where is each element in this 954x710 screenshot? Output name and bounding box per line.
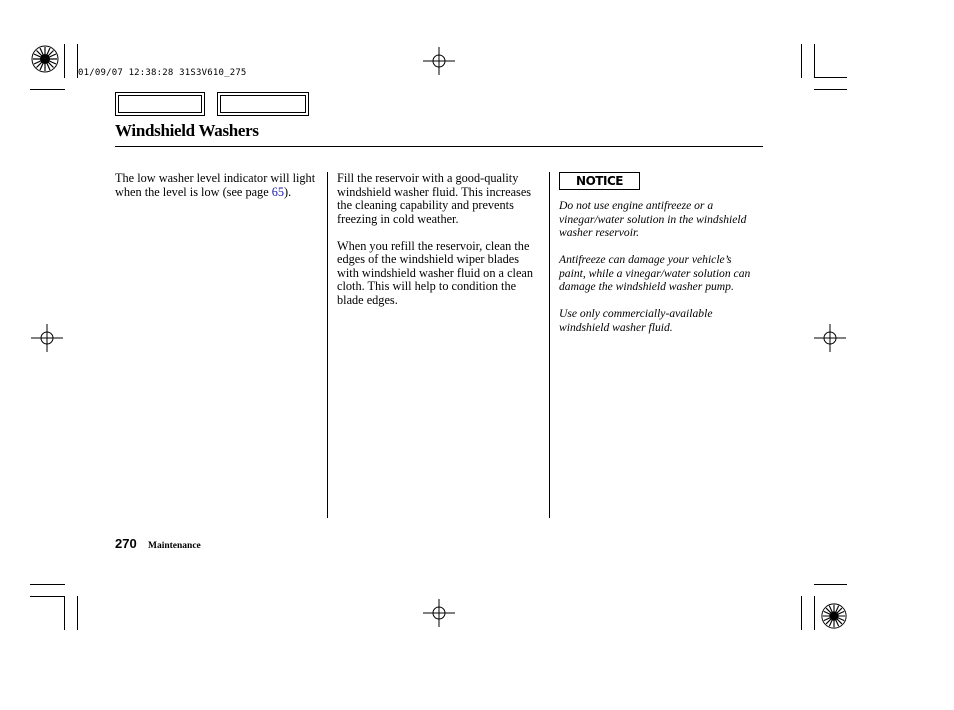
right-column: [559, 199, 759, 348]
page-title: Windshield Washers: [115, 121, 259, 140]
middle-column: [337, 172, 542, 321]
column-divider: [327, 172, 328, 518]
sunburst-icon: [30, 44, 60, 74]
crop-mark: [801, 596, 802, 630]
crosshair-icon: [423, 47, 455, 75]
page-link[interactable]: 65: [271, 184, 285, 199]
crop-mark: [814, 44, 815, 78]
notice-paragraph: Do not use engine antifreeze or a vinegar/water solution in the windshield washer reservoir.: [559, 199, 747, 239]
section-name: Maintenance: [148, 541, 201, 551]
notice-paragraph: Use only commercially-available windshield washer fluid.: [559, 307, 713, 334]
refill-paragraph: When you refill the reservoir, clean the edges of the windshield wiper blades with windshield washer fluid on a clean cloth. This will help to condition the blade edges.: [337, 238, 534, 307]
notice-paragraph: Antifreeze can damage your vehicle’s paint, while a vinegar/water solution can damage the windshield washer pump.: [559, 253, 751, 293]
crop-mark: [814, 77, 847, 78]
crosshair-icon: [423, 599, 455, 627]
fill-paragraph: Fill the reservoir with a good-quality windshield washer fluid. This increases the cleaning capability and prevents freezing in cold weather.: [337, 171, 532, 226]
crop-mark: [64, 596, 65, 630]
crosshair-icon: [31, 324, 63, 352]
crosshair-icon: [814, 324, 846, 352]
sunburst-icon: [820, 602, 848, 630]
crop-mark: [801, 44, 802, 78]
page-number: 270: [115, 536, 137, 551]
crop-mark: [814, 584, 847, 585]
print-stamp: 01/09/07 12:38:28 31S3V610_275: [78, 68, 247, 78]
crop-mark: [30, 584, 65, 585]
paragraph-text: ).: [284, 184, 292, 199]
crop-mark: [77, 596, 78, 630]
crop-mark: [814, 89, 847, 90]
crop-mark: [30, 596, 65, 597]
title-rule: [115, 146, 763, 147]
notice-label: NOTICE: [559, 172, 640, 190]
crop-mark: [64, 44, 65, 78]
indicator-paragraph: [115, 172, 320, 199]
crop-mark: [30, 89, 65, 90]
left-column: [115, 172, 320, 213]
crop-mark: [814, 596, 815, 630]
nav-tab-box-1[interactable]: [115, 92, 205, 116]
paragraph-text: The low washer level indicator will light when the level is low (see page: [115, 171, 316, 199]
column-divider: [549, 172, 550, 518]
nav-tab-box-2[interactable]: [217, 92, 309, 116]
